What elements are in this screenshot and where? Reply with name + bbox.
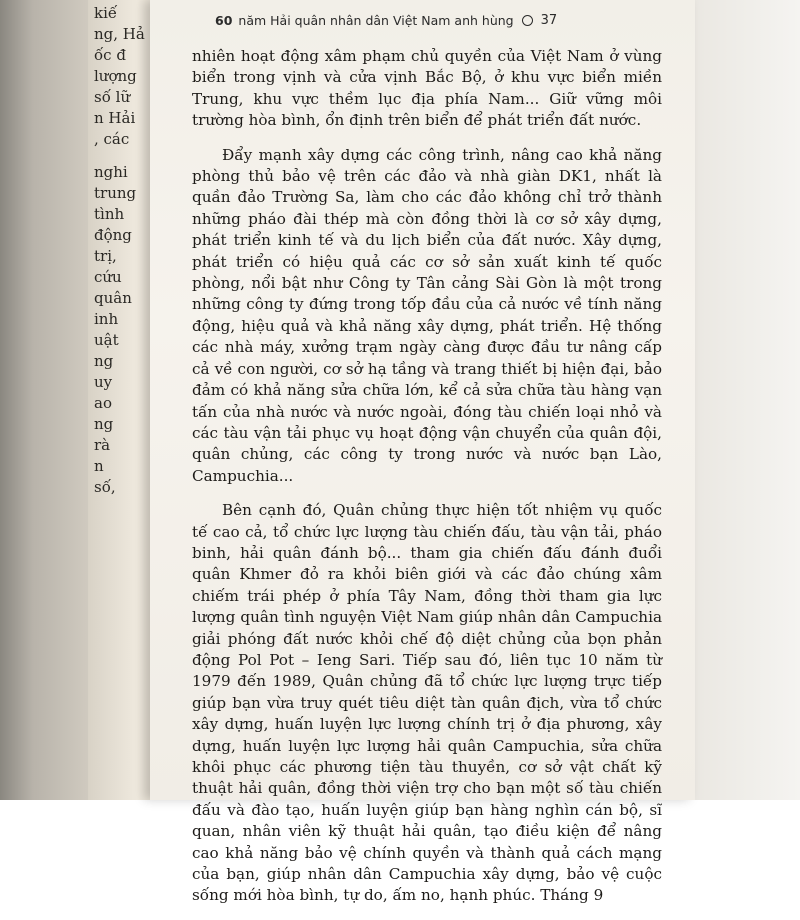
paragraph: Đẩy mạnh xây dựng các công trình, nâng cao khả năng phòng thủ bảo vệ trên các đảo và nhà giàn DK1, nhất là quần đảo Trường Sa, làm cho các đảo không chỉ trở thành những pháo đài thép mà còn đồng thời là cơ sở xây dựng, phát triển kinh tế và du lịch biển của đất nước. Xây dựng, phát triển có hiệu quả các cơ sở sản xuất kinh tế quốc phòng, nổi bật như Công ty Tân cảng Sài Gòn là một trong những công ty đứng trong tốp đầu của cả nước về tính năng động, hiệu quả và khả năng xây dựng, phát triển. Hệ thống các nhà máy, xưởng trạm ngày càng được đầu tư nâng cấp cả về con người, cơ sở hạ tầng và trang thiết bị hiện đại, bảo đảm có khả năng sửa chữa lớn, kể cả sửa chữa tàu hàng vạn tấn của nhà nước và nước ngoài, đóng tàu chiến loại nhỏ và các tàu vận tải phục vụ hoạt động vận chuyển của quân đội, quân chủng, các công ty trong nước và nước bạn Lào, Campuchia... [192, 145, 662, 485]
left-page-fragment: trị, [94, 247, 117, 265]
left-page-fragment: nghi [94, 163, 128, 181]
left-page-fragment: uy [94, 373, 113, 391]
left-page-fragment: n Hải [94, 109, 136, 127]
header-title-number: 60 [215, 12, 233, 28]
left-page-fragment: số, [94, 478, 116, 496]
circle-bullet-icon [522, 15, 533, 26]
left-page-fragment: trung [94, 184, 137, 202]
paragraph: nhiên hoạt động xâm phạm chủ quyền của Việt Nam ở vùng biển trong vịnh và cửa vịnh Bắc Bộ, ở khu vực biển miền Trung, khu vực thềm lục địa phía Nam... Giữ vững môi trường hòa bình, ổn định trên biển để phát triển đất nước. [192, 47, 662, 130]
left-page-fragment: ao [94, 394, 112, 412]
left-page-edge [88, 0, 158, 800]
left-page-fragment: rà [94, 436, 111, 454]
left-page-fragment: quân [94, 289, 132, 307]
left-page-fragment: ng, Hả [94, 25, 145, 43]
left-page-fragment: động [94, 226, 132, 244]
left-page-fragment: cứu [94, 268, 122, 286]
background-surface [680, 0, 800, 800]
left-page-fragment: ng [94, 352, 114, 370]
left-page-fragment: kiế [94, 4, 118, 22]
left-page-fragment: lượng [94, 67, 137, 85]
left-page-fragment: inh [94, 310, 119, 328]
left-page-fragment: , các [94, 130, 130, 148]
body-text [192, 46, 662, 920]
left-page-fragment: uật [94, 331, 119, 349]
paragraph: Bên cạnh đó, Quân chủng thực hiện tốt nhiệm vụ quốc tế cao cả, tổ chức lực lượng tàu chiến đấu, tàu vận tải, pháo binh, hải quân đánh bộ... tham gia chiến đấu đánh đuổi quân Khmer đỏ ra khỏi biên giới và các đảo chúng xâm chiếm trái phép ở phía Tây Nam, đồng thời tham gia lực lượng quân tình nguyện Việt Nam giúp nhân dân Campuchia giải phóng đất nước khỏi chế độ diệt chủng của bọn phản động Pol Pot – Ieng Sari. Tiếp sau đó, liên tục 10 năm từ 1979 đến 1989, Quân chủng đã tổ chức lực lượng trực tiếp giúp bạn vừa truy quét tiêu diệt tàn quân địch, vừa tổ chức xây dựng, huấn luyện lực lượng chính trị ở địa phương, xây dựng, huấn luyện lực lượng hải quân Campuchia, sửa chữa khôi phục các phương tiện tàu thuyền, cơ sở vật chất kỹ thuật hải quân, đồng thời viện trợ cho bạn một số tàu chiến đấu và đào tạo, huấn luyện giúp bạn hàng nghìn cán bộ, sĩ quan, nhân viên kỹ thuật hải quân, tạo điều kiện để nâng cao khả năng bảo vệ chính quyền và thành quả cách mạng của bạn, giúp nhân dân Campuchia xây dựng, bảo vệ cuộc sống mới hòa bình, tự do, ấm no, hạnh phúc. Tháng 9 [192, 501, 662, 905]
header-title-text: năm Hải quân nhân dân Việt Nam anh hùng [238, 12, 514, 28]
page-number: 37 [540, 12, 558, 28]
left-page-fragment: ốc đ [94, 46, 126, 64]
left-page-fragment: n [94, 457, 104, 475]
running-header [215, 10, 575, 30]
left-page-fragment: số lữ [94, 88, 131, 106]
left-page-fragment: ng [94, 415, 114, 433]
left-page-fragment: tình [94, 205, 125, 223]
